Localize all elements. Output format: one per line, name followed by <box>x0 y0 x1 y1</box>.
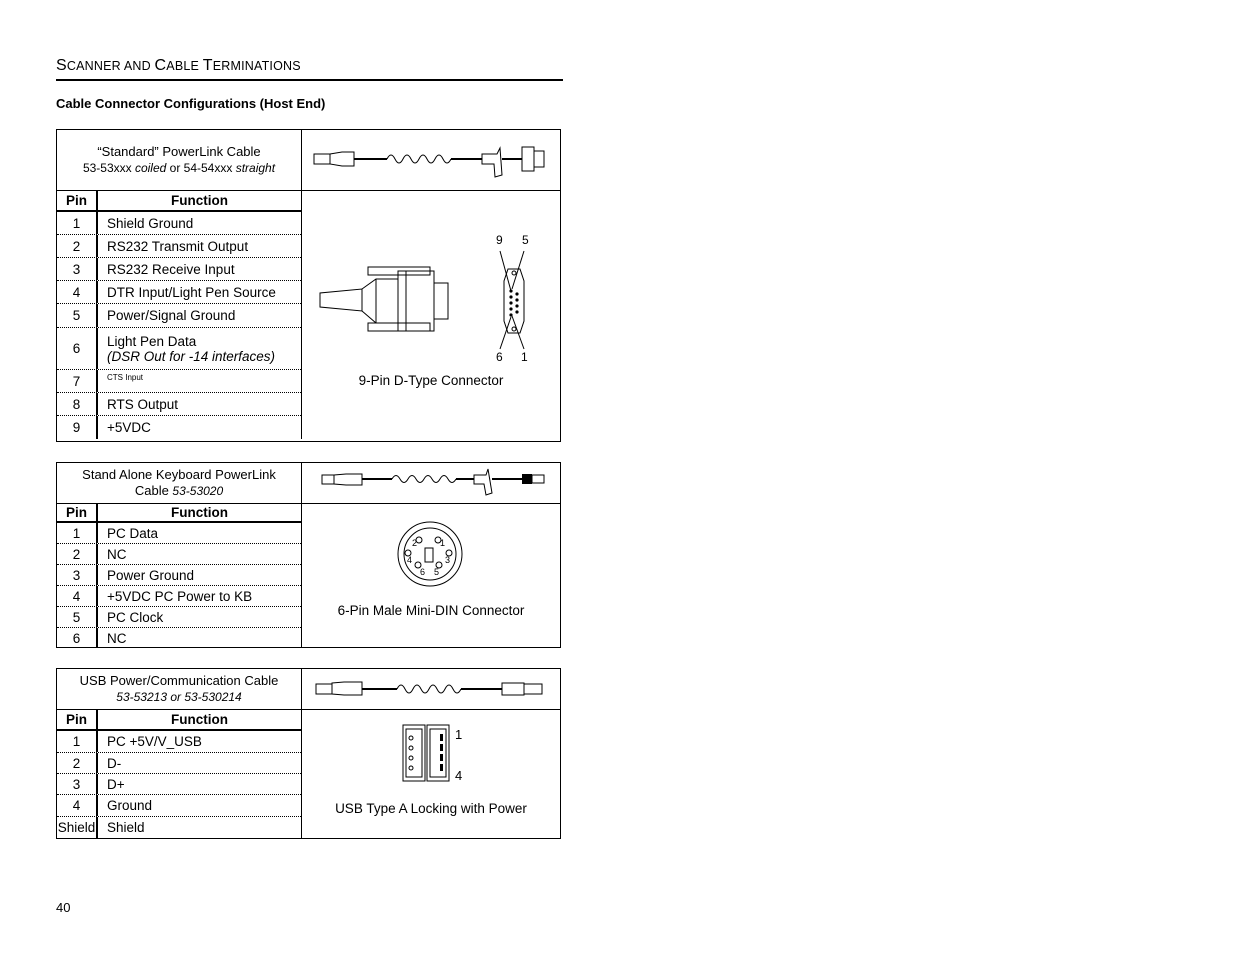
table-row <box>57 304 301 328</box>
cable-part-numbers: 53-53213 or 53-530214 <box>116 690 242 704</box>
pin-label-6: 6 <box>496 350 503 364</box>
column-header-pin: Pin <box>57 191 98 210</box>
table-row <box>57 281 301 304</box>
pin-function: NC <box>107 630 127 646</box>
table-row <box>57 544 301 565</box>
coiled-cable-illustration <box>302 463 557 503</box>
pin-function <box>107 328 301 369</box>
pin-function: +5VDC PC Power to KB <box>107 588 253 604</box>
pin-number: 8 <box>57 393 98 415</box>
table-header-row <box>57 710 301 731</box>
connector-caption: 9-Pin D-Type Connector <box>358 373 504 388</box>
table-row <box>57 774 301 795</box>
connector-caption: USB Type A Locking with Power <box>335 801 527 816</box>
pin-function-note: (DSR Out for -14 interfaces) <box>107 348 276 364</box>
cable-illustration-cell <box>302 669 560 710</box>
table-row <box>57 817 301 838</box>
usb-pin-label-1: 1 <box>455 727 463 742</box>
standard-powerlink-table <box>56 129 561 442</box>
pin-function: DTR Input/Light Pen Source <box>107 284 276 300</box>
pin-table <box>57 191 302 439</box>
pin-number: 6 <box>57 628 98 648</box>
pin-function: +5VDC <box>107 420 151 435</box>
cable-title: “Standard” PowerLink Cable <box>97 144 261 159</box>
pin-number: 5 <box>57 304 98 327</box>
table-row <box>57 753 301 774</box>
din-pin-label: 6 <box>420 567 426 577</box>
pin-number: 3 <box>57 258 98 280</box>
connector-diagram-cell <box>302 504 560 647</box>
pin-number: 4 <box>57 281 98 303</box>
table-header-cable-name <box>57 463 302 504</box>
keyboard-powerlink-table <box>56 462 561 648</box>
pin-number: 2 <box>57 235 98 257</box>
coiled-cable-illustration <box>302 130 557 190</box>
table-header-cable-name <box>57 669 302 710</box>
column-header-function: Function <box>171 505 228 520</box>
table-header-row <box>57 191 301 212</box>
pin-function: PC Data <box>107 525 159 541</box>
din-pin-label: 3 <box>445 555 451 565</box>
pin-function: Power Ground <box>107 567 195 583</box>
pin-number: 7 <box>57 370 98 392</box>
pin-label-9: 9 <box>496 233 503 247</box>
din-pin-label: 2 <box>412 538 418 548</box>
pin-number: 9 <box>57 416 98 439</box>
usb-cable-table <box>56 668 561 839</box>
cable-part-numbers: Cable 53-53020 <box>134 483 224 498</box>
subsection-title: Cable Connector Configurations (Host End) <box>56 96 326 111</box>
pin-function: D+ <box>107 776 125 792</box>
table-row <box>57 565 301 586</box>
cable-title: USB Power/Communication Cable <box>79 673 279 688</box>
pin-number: 4 <box>57 586 98 606</box>
table-row <box>57 628 301 648</box>
pin-number: 3 <box>57 774 98 794</box>
column-header-pin: Pin <box>57 710 98 729</box>
table-row <box>57 731 301 753</box>
pin-number: 5 <box>57 607 98 627</box>
pin-number: 3 <box>57 565 98 585</box>
table-header-row <box>57 504 301 523</box>
cable-title: Stand Alone Keyboard PowerLink <box>82 467 276 482</box>
pin-number: 1 <box>57 212 98 234</box>
pin-function: RS232 Transmit Output <box>107 238 249 254</box>
usb-pin-label-4: 4 <box>455 768 463 783</box>
pin-number: 6 <box>57 328 98 369</box>
pin-number: 1 <box>57 523 98 543</box>
pin-number: 2 <box>57 544 98 564</box>
cable-illustration-cell <box>302 463 560 504</box>
cable-illustration-cell <box>302 130 560 191</box>
pin-function: Power/Signal Ground <box>107 308 236 323</box>
pin-function: Shield Ground <box>107 215 194 231</box>
pin-table <box>57 710 302 838</box>
cable-part-numbers: 53-53xxx coiled or 54-54xxx straight <box>82 161 276 175</box>
pin-function: CTS Input <box>107 373 144 382</box>
pin-function: RTS Output <box>107 396 179 412</box>
table-row <box>57 795 301 817</box>
table-header-cable-name <box>57 130 302 191</box>
usb-a-connector-diagram <box>302 710 560 800</box>
pin-function: PC +5V/V_USB <box>107 734 202 749</box>
pin-label-5: 5 <box>522 233 529 247</box>
din-pin-label: 1 <box>440 538 446 548</box>
mini-din-connector-diagram <box>302 504 560 604</box>
pin-function: Shield <box>107 820 145 835</box>
din-pin-label: 4 <box>407 555 413 565</box>
pin-number: 4 <box>57 795 98 816</box>
pin-number: 2 <box>57 753 98 773</box>
pin-label-1: 1 <box>521 350 528 364</box>
pin-function: D- <box>107 755 122 771</box>
table-row <box>57 370 301 393</box>
table-row <box>57 328 301 370</box>
pin-table <box>57 504 302 648</box>
coiled-cable-illustration <box>302 669 557 709</box>
pin-number: Shield <box>57 817 98 838</box>
connector-diagram-cell <box>302 710 560 838</box>
column-header-pin: Pin <box>57 504 98 521</box>
table-row <box>57 212 301 235</box>
pin-function: NC <box>107 546 127 562</box>
column-header-function: Function <box>171 712 228 727</box>
connector-caption: 6-Pin Male Mini-DIN Connector <box>337 603 525 618</box>
table-row <box>57 607 301 628</box>
pin-function: Ground <box>107 798 153 813</box>
table-row <box>57 258 301 281</box>
pin-function: PC Clock <box>107 609 164 625</box>
pin-number: 1 <box>57 731 98 752</box>
section-title: SCANNER AND CABLE TERMINATIONS <box>56 57 563 81</box>
table-row <box>57 416 301 439</box>
table-row <box>57 393 301 416</box>
db9-connector-diagram <box>302 191 560 391</box>
pin-function-main: Light Pen Data <box>107 333 197 349</box>
table-row <box>57 235 301 258</box>
table-row <box>57 523 301 544</box>
din-pin-label: 5 <box>434 567 440 577</box>
pin-function: RS232 Receive Input <box>107 261 235 277</box>
connector-diagram-cell <box>302 191 560 441</box>
page-number: 40 <box>56 900 71 915</box>
column-header-function: Function <box>171 193 228 208</box>
table-row <box>57 586 301 607</box>
